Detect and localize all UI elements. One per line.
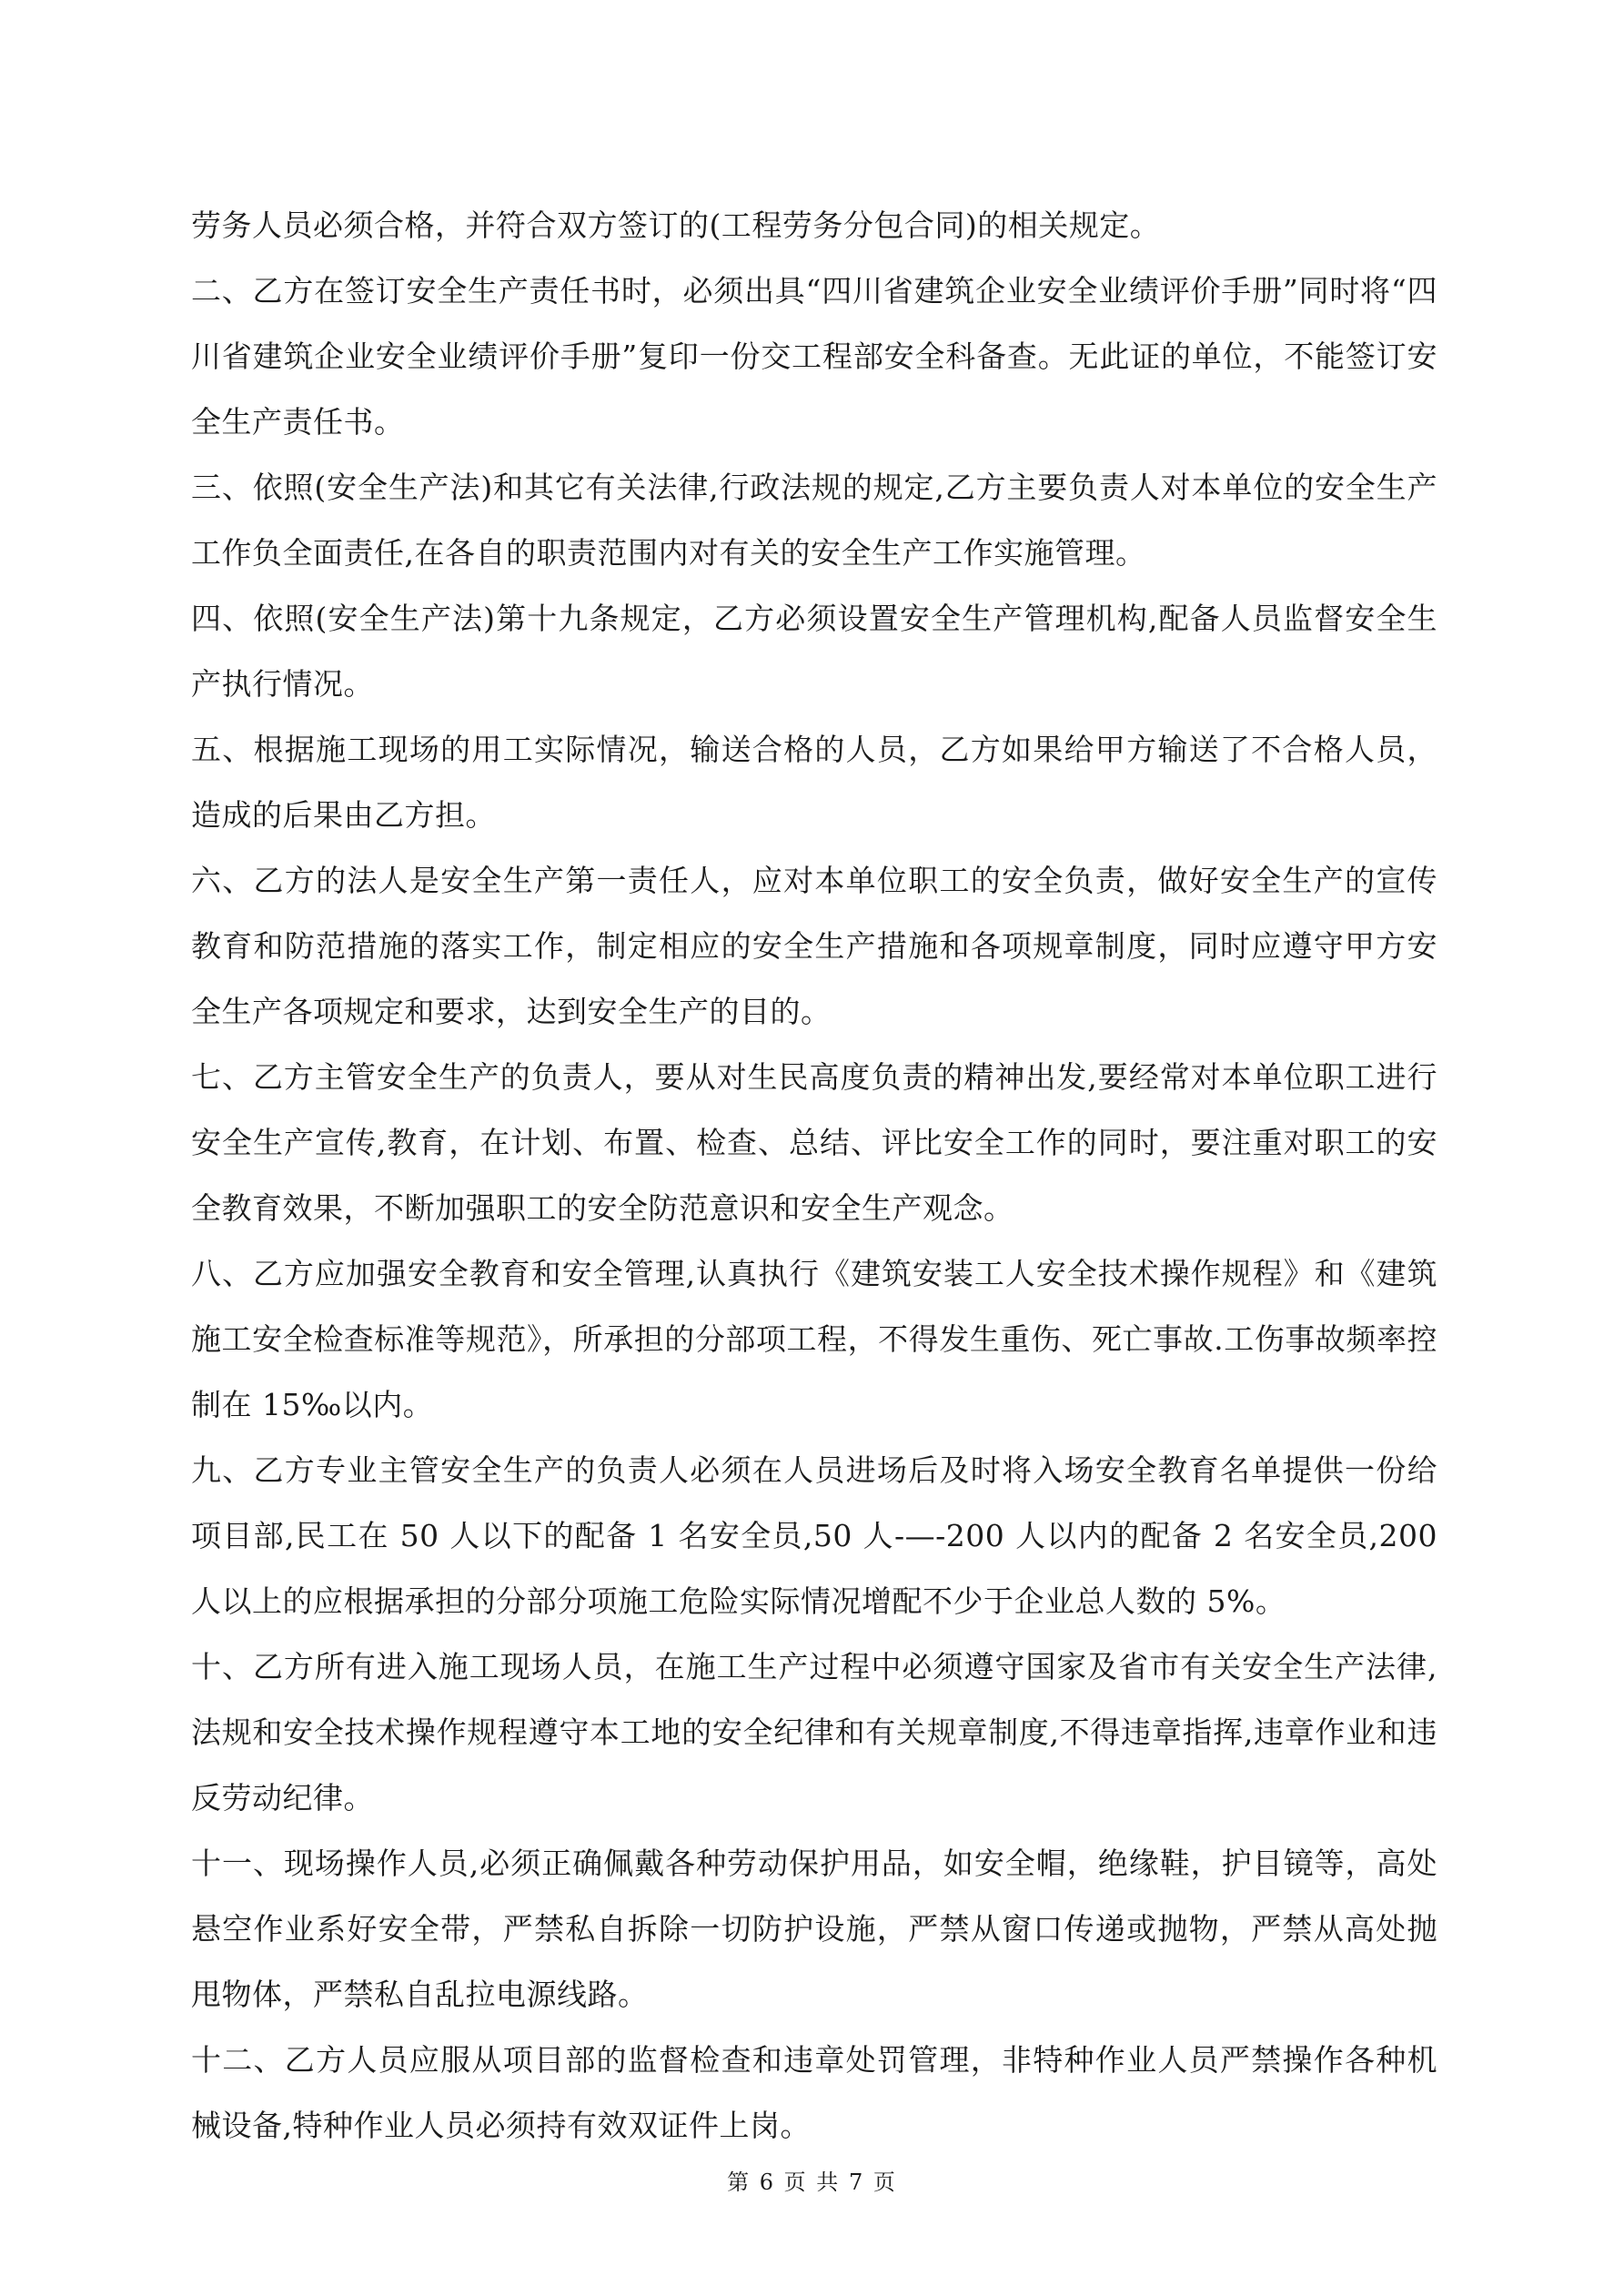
paragraph-clause-2: 二、乙方在签订安全生产责任书时，必须出具“四川省建筑企业安全业绩评价手册”同时将“四川省建筑企业安全业绩评价手册”复印一份交工程部安全科备查。无此证的单位，不能签订安全生产责任书。 <box>191 273 1437 440</box>
paragraph-clause-11: 十一、现场操作人员,必须正确佩戴各种劳动保护用品，如安全帽，绝缘鞋，护目镜等，高处悬空作业系好安全带，严禁私自拆除一切防护设施，严禁从窗口传递或抛物，严禁从高处抛甩物体，严禁私自乱拉电源线路。 <box>191 1846 1437 2012</box>
paragraph-clause-10: 十、乙方所有进入施工现场人员，在施工生产过程中必须遵守国家及省市有关安全生产法律,法规和安全技术操作规程遵守本工地的安全纪律和有关规章制度,不得违章指挥,违章作业和违反劳动纪律。 <box>191 1649 1437 1816</box>
paragraph-clause-4: 四、依照(安全生产法)第十九条规定，乙方必须设置安全生产管理机构,配备人员监督安全生产执行情况。 <box>191 601 1437 702</box>
paragraph-labor-qualification: 劳务人员必须合格，并符合双方签订的(工程劳务分包合同)的相关规定。 <box>191 207 1161 243</box>
page-number-footer: 第 6 页 共 7 页 <box>727 2170 897 2195</box>
paragraph-clause-6: 六、乙方的法人是安全生产第一责任人，应对本单位职工的安全负责，做好安全生产的宣传教育和防范措施的落实工作，制定相应的安全生产措施和各项规章制度，同时应遵守甲方安全生产各项规定和要求，达到安全生产的目的。 <box>191 863 1437 1029</box>
paragraph-clause-12: 十二、乙方人员应服从项目部的监督检查和违章处罚管理，非特种作业人员严禁操作各种机械设备,特种作业人员必须持有效双证件上岗。 <box>191 2042 1437 2143</box>
paragraph-clause-8: 八、乙方应加强安全教育和安全管理,认真执行《建筑安装工人安全技术操作规程》和《建筑施工安全检查标准等规范》，所承担的分部项工程，不得发生重伤、死亡事故.工伤事故频率控制在 15‰以内。 <box>191 1256 1437 1422</box>
paragraph-clause-5: 五、根据施工现场的用工实际情况，输送合格的人员，乙方如果给甲方输送了不合格人员，造成的后果由乙方担。 <box>191 732 1437 833</box>
paragraph-clause-7: 七、乙方主管安全生产的负责人，要从对生民高度负责的精神出发,要经常对本单位职工进行安全生产宣传,教育，在计划、布置、检查、总结、评比安全工作的同时，要注重对职工的安全教育效果，不断加强职工的安全防范意识和安全生产观念。 <box>191 1059 1437 1226</box>
document-body <box>191 193 1437 2159</box>
paragraph-clause-3: 三、依照(安全生产法)和其它有关法律,行政法规的规定,乙方主要负责人对本单位的安全生产工作负全面责任,在各自的职责范围内对有关的安全生产工作实施管理。 <box>191 470 1437 571</box>
paragraph-clause-9: 九、乙方专业主管安全生产的负责人必须在人员进场后及时将入场安全教育名单提供一份给项目部,民工在 50 人以下的配备 1 名安全员,50 人-—-200 人以内的配备 2 名安全员,200 人以上的应根据承担的分部分项施工危险实际情况增配不少于企业总人数的 5%。 <box>191 1452 1437 1619</box>
